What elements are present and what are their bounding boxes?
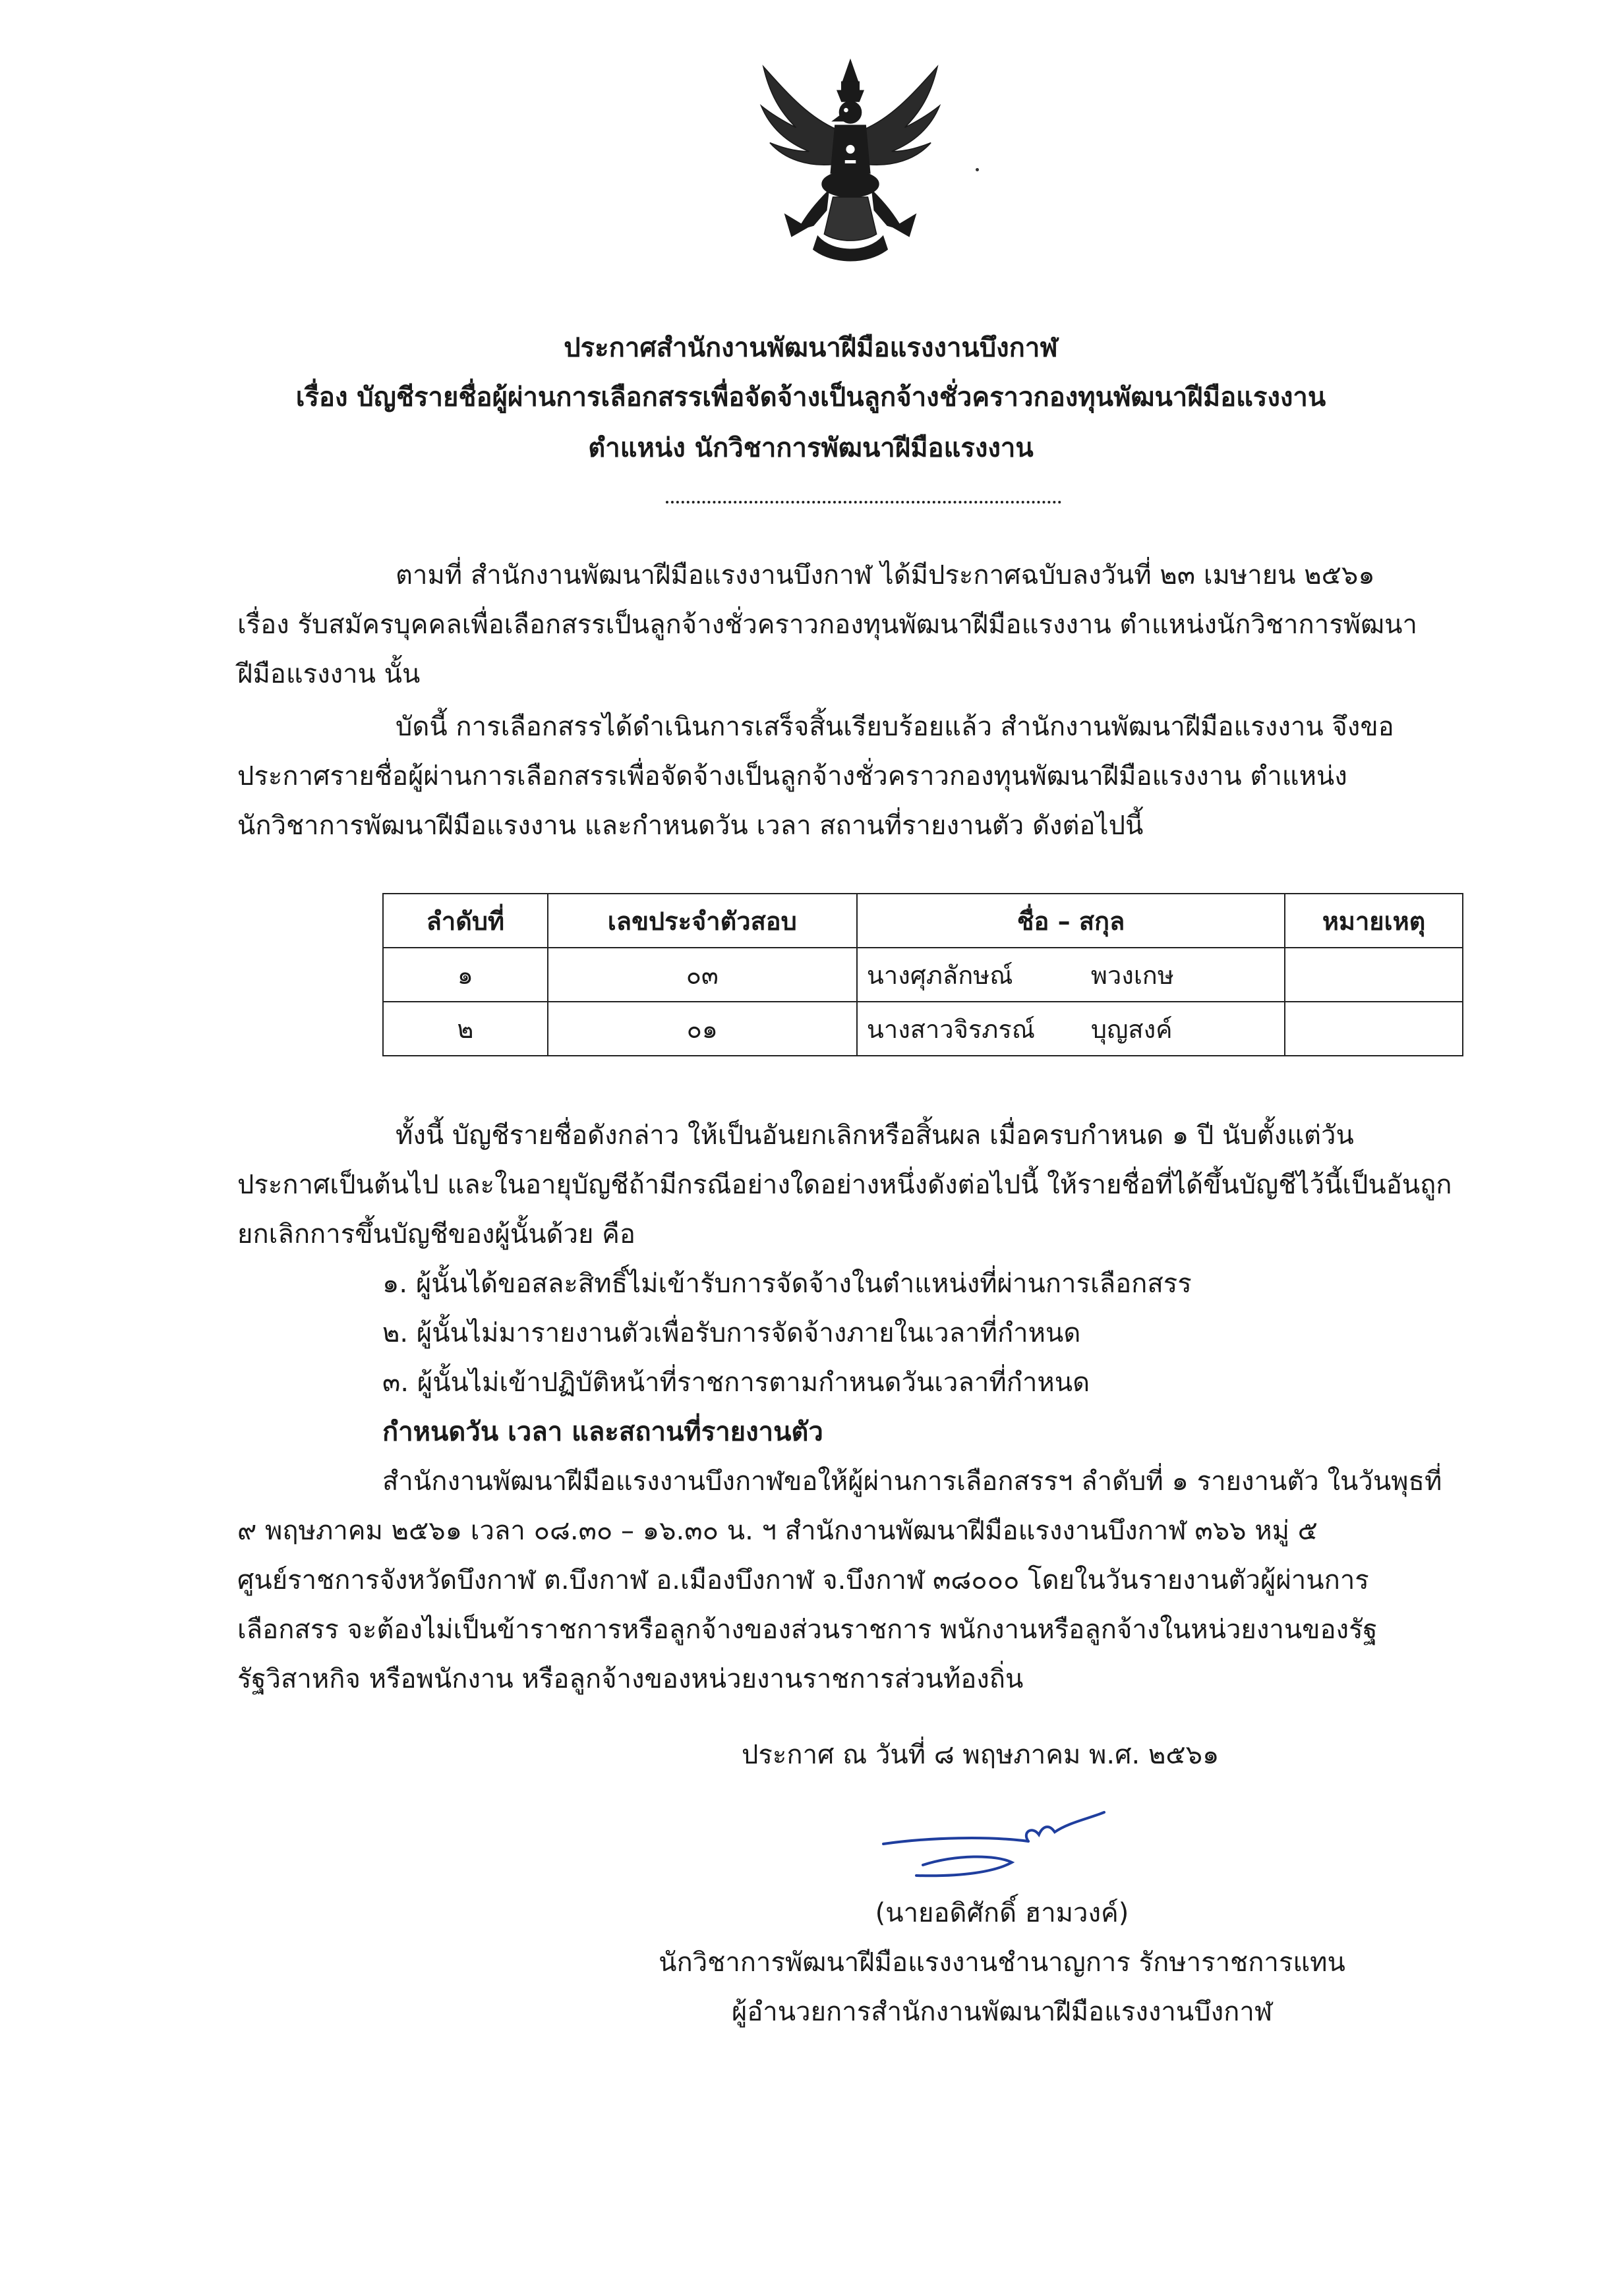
cell-full-name xyxy=(857,948,1285,1002)
condition-item-3: ๓. ผู้นั้นไม่เข้าปฏิบัติหน้าที่ราชการตามกำหนดวันเวลาที่กำหนด xyxy=(382,1367,1090,1398)
last-name: พวงเกษ xyxy=(1090,960,1174,990)
scan-speck xyxy=(976,168,979,171)
condition-item-2: ๒. ผู้นั้นไม่มารายงานตัวเพื่อรับการจัดจ้างภายในเวลาที่กำหนด xyxy=(382,1318,1081,1348)
header-exam-id: เลขประจำตัวสอบ xyxy=(548,894,857,948)
announcement-position: ตำแหน่ง นักวิชาการพัฒนาฝีมือแรงงาน xyxy=(588,433,1034,463)
candidate-table xyxy=(382,893,1463,1056)
announcement-date: ประกาศ ณ วันที่ ๘ พฤษภาคม พ.ศ. ๒๕๖๑ xyxy=(742,1740,1220,1770)
para4-line1: สำนักงานพัฒนาฝีมือแรงงานบึงกาฬขอให้ผู้ผ่านการเลือกสรรฯ ลำดับที่ ๑ รายงานตัว ในวันพุธที่ xyxy=(382,1466,1442,1497)
cell-exam-id: ๐๑ xyxy=(548,1002,857,1056)
para4-line4: เลือกสรร จะต้องไม่เป็นข้าราชการหรือลูกจ้างของส่วนราชการ พนักงานหรือลูกจ้างในหน่วยงานของรัฐ xyxy=(237,1615,1378,1645)
para3-line1: ทั้งนี้ บัญชีรายชื่อดังกล่าว ให้เป็นอันยกเลิกหรือสิ้นผล เมื่อครบกำหนด ๑ ปี นับตั้งแต่วัน xyxy=(396,1120,1354,1151)
table-row xyxy=(383,948,1463,1002)
signatory-office: ผู้อำนวยการสำนักงานพัฒนาฝีมือแรงงานบึงกาฬ xyxy=(731,1997,1273,2027)
first-name: นางศุภลักษณ์ xyxy=(866,960,1013,990)
para2-line1: บัดนี้ การเลือกสรรได้ดำเนินการเสร็จสิ้นเรียบร้อยแล้ว สำนักงานพัฒนาฝีมือแรงงาน จึงขอ xyxy=(396,712,1394,742)
header-note: หมายเหตุ xyxy=(1285,894,1463,948)
cell-note xyxy=(1285,1002,1463,1056)
header-order: ลำดับที่ xyxy=(383,894,548,948)
title-divider xyxy=(666,501,1061,503)
report-schedule-heading: กำหนดวัน เวลา และสถานที่รายงานตัว xyxy=(382,1417,823,1447)
cell-note xyxy=(1285,948,1463,1002)
cell-full-name xyxy=(857,1002,1285,1056)
table-header-row xyxy=(383,894,1463,948)
para4-line3: ศูนย์ราชการจังหวัดบึงกาฬ ต.บึงกาฬ อ.เมืองบึงกาฬ จ.บึงกาฬ ๓๘๐๐๐ โดยในวันรายงานตัวผู้ผ่านการ xyxy=(237,1565,1369,1595)
para1-line3: ฝีมือแรงงาน นั้น xyxy=(237,659,421,689)
first-name: นางสาวจิรภรณ์ xyxy=(866,1014,1036,1044)
garuda-emblem-icon xyxy=(742,51,959,269)
table-row xyxy=(383,1002,1463,1056)
signatory-name: (นายอดิศักดิ์ ฮามวงค์) xyxy=(875,1898,1129,1928)
signatory-position: นักวิชาการพัฒนาฝีมือแรงงานชำนาญการ รักษาราชการแทน xyxy=(659,1947,1345,1978)
para3-line3: ยกเลิกการขึ้นบัญชีของผู้นั้นด้วย คือ xyxy=(237,1219,635,1249)
handwritten-signature xyxy=(877,1806,1114,1891)
cell-order: ๒ xyxy=(383,1002,548,1056)
condition-item-1: ๑. ผู้นั้นได้ขอสละสิทธิ์ไม่เข้ารับการจัดจ้างในตำแหน่งที่ผ่านการเลือกสรร xyxy=(382,1269,1192,1299)
header-full-name: ชื่อ – สกุล xyxy=(857,894,1285,948)
para2-line2: ประกาศรายชื่อผู้ผ่านการเลือกสรรเพื่อจัดจ้างเป็นลูกจ้างชั่วคราวกองทุนพัฒนาฝีมือแรงงาน ตำแหน่ง xyxy=(237,761,1347,791)
para2-line3: นักวิชาการพัฒนาฝีมือแรงงาน และกำหนดวัน เวลา สถานที่รายงานตัว ดังต่อไปนี้ xyxy=(237,811,1144,841)
announcement-title: ประกาศสำนักงานพัฒนาฝีมือแรงงานบึงกาฬ xyxy=(564,333,1058,363)
para4-line5: รัฐวิสาหกิจ หรือพนักงาน หรือลูกจ้างของหน่วยงานราชการส่วนท้องถิ่น xyxy=(237,1664,1024,1694)
para3-line2: ประกาศเป็นต้นไป และในอายุบัญชีถ้ามีกรณีอย่างใดอย่างหนึ่งดังต่อไปนี้ ให้รายชื่อที่ได้ขึ้นบัญชีไว้นี้เป็นอันถูก xyxy=(237,1170,1452,1200)
cell-exam-id: ๐๓ xyxy=(548,948,857,1002)
para1-line1: ตามที่ สำนักงานพัฒนาฝีมือแรงงานบึงกาฬ ได้มีประกาศฉบับลงวันที่ ๒๓ เมษายน ๒๕๖๑ xyxy=(396,560,1375,590)
announcement-subject: เรื่อง บัญชีรายชื่อผู้ผ่านการเลือกสรรเพื่อจัดจ้างเป็นลูกจ้างชั่วคราวกองทุนพัฒนาฝีมือแรงงาน xyxy=(295,382,1326,413)
cell-order: ๑ xyxy=(383,948,548,1002)
para4-line2: ๙ พฤษภาคม ๒๕๖๑ เวลา ๐๘.๓๐ – ๑๖.๓๐ น. ฯ สำนักงานพัฒนาฝีมือแรงงานบึงกาฬ ๓๖๖ หมู่ ๕ xyxy=(237,1516,1318,1546)
last-name: บุญสงค์ xyxy=(1090,1014,1173,1044)
para1-line2: เรื่อง รับสมัครบุคคลเพื่อเลือกสรรเป็นลูกจ้างชั่วคราวกองทุนพัฒนาฝีมือแรงงาน ตำแหน่งนักวิชาการพัฒนา xyxy=(237,610,1417,640)
